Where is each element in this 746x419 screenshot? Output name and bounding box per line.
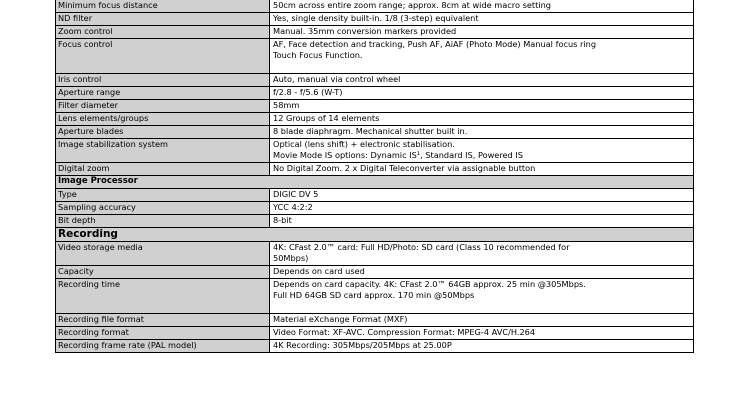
- spec-value-line: 58mm: [273, 100, 300, 110]
- spec-value: [270, 100, 694, 113]
- spec-value-line: Material eXchange Format (MXF): [273, 314, 408, 324]
- spec-value-line: 50cm across entire zoom range; approx. 8cm at wide macro setting: [273, 0, 551, 10]
- spec-label: Bit depth: [56, 215, 270, 228]
- spec-row: [56, 327, 694, 340]
- spec-value-line: Video Format: XF-AVC. Compression Format: MPEG-4 AVC/H.264: [273, 327, 536, 337]
- spec-label: Recording format: [56, 327, 270, 340]
- spec-value-line: 8-bit: [273, 215, 292, 225]
- spec-value-line: Optical (lens shift) + electronic stabilisation.: [273, 139, 455, 149]
- section-title: Image Processor: [56, 176, 694, 189]
- spec-value-line: DIGIC DV 5: [273, 189, 319, 199]
- spec-label: ND filter: [56, 13, 270, 26]
- spec-value: [270, 74, 694, 87]
- spec-value: [270, 0, 694, 13]
- spec-label: Lens elements/groups: [56, 113, 270, 126]
- spec-row: [56, 113, 694, 126]
- spec-value-line: 4K: CFast 2.0™ card: Full HD/Photo: SD card (Class 10 recommended for: [273, 242, 570, 252]
- spec-row: [56, 87, 694, 100]
- spec-label: Sampling accuracy: [56, 202, 270, 215]
- spec-value: [270, 242, 694, 266]
- spec-label: Digital zoom: [56, 163, 270, 176]
- spec-value-line: 12 Groups of 14 elements: [273, 113, 380, 123]
- spec-row: [56, 13, 694, 26]
- spec-value-line: AF, Face detection and tracking, Push AF, AiAF (Photo Mode) Manual focus ring: [273, 39, 597, 49]
- spec-value: [270, 163, 694, 176]
- spec-value-line: Manual. 35mm conversion markers provided: [273, 26, 457, 36]
- spec-row: [56, 279, 694, 314]
- spec-label: Capacity: [56, 266, 270, 279]
- spec-value-line: 50Mbps): [273, 253, 309, 263]
- spec-value-line: YCC 4:2:2: [273, 202, 313, 212]
- spec-table: [55, 0, 694, 353]
- spec-value: [270, 202, 694, 215]
- spec-label: Recording file format: [56, 314, 270, 327]
- spec-row: [56, 100, 694, 113]
- spec-row: [56, 126, 694, 139]
- spec-value: [270, 126, 694, 139]
- spec-value-line: No Digital Zoom. 2 x Digital Teleconverter via assignable button: [273, 163, 536, 173]
- spec-row: [56, 74, 694, 87]
- spec-table-body: [56, 0, 694, 353]
- spec-value: [270, 340, 694, 353]
- spec-label: Iris control: [56, 74, 270, 87]
- spec-row: [56, 215, 694, 228]
- spec-label: Recording frame rate (PAL model): [56, 340, 270, 353]
- spec-value: [270, 215, 694, 228]
- spec-row: [56, 189, 694, 202]
- spec-label: Aperture range: [56, 87, 270, 100]
- spec-label: Type: [56, 189, 270, 202]
- section-header-row: [56, 176, 694, 189]
- spec-row: [56, 242, 694, 266]
- section-header-row: [56, 228, 694, 242]
- section-title: Recording: [56, 228, 694, 242]
- spec-row: [56, 202, 694, 215]
- spec-value: [270, 113, 694, 126]
- spec-value: [270, 139, 694, 163]
- spec-row: [56, 39, 694, 74]
- spec-value-line: 8 blade diaphragm. Mechanical shutter built in.: [273, 126, 468, 136]
- spec-label: Video storage media: [56, 242, 270, 266]
- spec-row: [56, 26, 694, 39]
- spec-value-line: f/2.8 - f/5.6 (W-T): [273, 87, 343, 97]
- spec-value: [270, 13, 694, 26]
- spec-label: Minimum focus distance: [56, 0, 270, 13]
- spec-value: [270, 314, 694, 327]
- spec-label: Zoom control: [56, 26, 270, 39]
- spec-row: [56, 266, 694, 279]
- spec-row: [56, 139, 694, 163]
- spec-row: [56, 340, 694, 353]
- spec-value-line: Depends on card capacity. 4K: CFast 2.0™ 64GB approx. 25 min @305Mbps.: [273, 279, 586, 289]
- spec-label: Image stabilization system: [56, 139, 270, 163]
- spec-value: [270, 189, 694, 202]
- spec-label: Aperture blades: [56, 126, 270, 139]
- spec-label: Recording time: [56, 279, 270, 314]
- spec-value: [270, 266, 694, 279]
- spec-value-line: Yes, single density built-in. 1/8 (3-step) equivalent: [273, 13, 479, 23]
- spec-value: [270, 26, 694, 39]
- spec-value-line: Auto, manual via control wheel: [273, 74, 401, 84]
- spec-row: [56, 0, 694, 13]
- spec-value-line: 4K Recording: 305Mbps/205Mbps at 25.00P: [273, 340, 452, 350]
- spec-value: [270, 279, 694, 314]
- spec-value-line: Full HD 64GB SD card approx. 170 min @50Mbps: [273, 290, 475, 300]
- spec-row: [56, 163, 694, 176]
- spec-label: Focus control: [56, 39, 270, 74]
- spec-value: [270, 39, 694, 74]
- spec-value-line: Depends on card used: [273, 266, 365, 276]
- spec-value: [270, 87, 694, 100]
- spec-row: [56, 314, 694, 327]
- spec-value: [270, 327, 694, 340]
- spec-value-line: Touch Focus Function.: [273, 50, 363, 60]
- spec-value-line: Movie Mode IS options: Dynamic IS¹, Standard IS, Powered IS: [273, 150, 523, 160]
- spec-label: Filter diameter: [56, 100, 270, 113]
